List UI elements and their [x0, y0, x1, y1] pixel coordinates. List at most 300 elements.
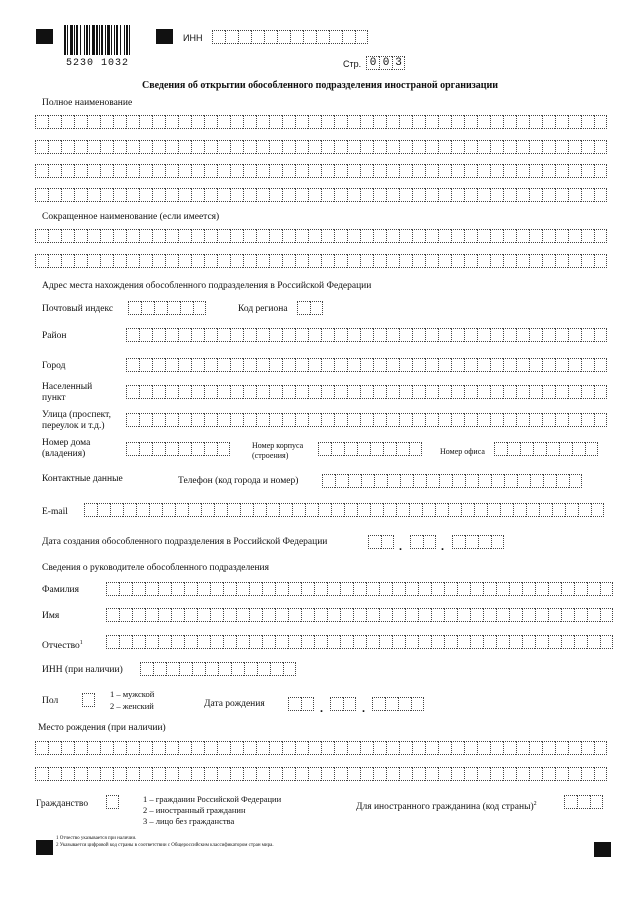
entry-cell[interactable]: [314, 635, 327, 649]
entry-cell[interactable]: [360, 413, 373, 427]
entry-cell[interactable]: [204, 413, 217, 427]
entry-cell[interactable]: [490, 115, 503, 129]
entry-cell[interactable]: [217, 229, 230, 243]
entry-cell[interactable]: [361, 474, 374, 488]
entry-cell[interactable]: [230, 328, 243, 342]
entry-cell[interactable]: [308, 115, 321, 129]
entry-cell[interactable]: [373, 767, 386, 781]
entry-cell[interactable]: [113, 164, 126, 178]
entry-cell[interactable]: [503, 254, 516, 268]
entry-cell[interactable]: [594, 254, 607, 268]
entry-cell[interactable]: [555, 358, 568, 372]
entry-cell[interactable]: [373, 741, 386, 755]
entry-cell[interactable]: [243, 413, 256, 427]
entry-cell[interactable]: [217, 358, 230, 372]
entry-cell[interactable]: [366, 635, 379, 649]
entry-cell[interactable]: [230, 164, 243, 178]
entry-cell[interactable]: [218, 662, 231, 676]
entry-cell[interactable]: [152, 164, 165, 178]
entry-cell[interactable]: [87, 115, 100, 129]
entry-cell[interactable]: [405, 608, 418, 622]
entry-cell[interactable]: [483, 635, 496, 649]
entry-cell[interactable]: [145, 608, 158, 622]
entry-cell[interactable]: [422, 503, 435, 517]
entry-cell[interactable]: [412, 328, 425, 342]
entry-cell[interactable]: [243, 115, 256, 129]
entry-cell[interactable]: [204, 741, 217, 755]
entry-cell[interactable]: [520, 442, 533, 456]
entry-cell[interactable]: [269, 229, 282, 243]
entry-cell[interactable]: [451, 358, 464, 372]
entry-cell[interactable]: [451, 188, 464, 202]
entry-cell[interactable]: [165, 140, 178, 154]
entry-cell[interactable]: [509, 608, 522, 622]
entry-cell[interactable]: [217, 413, 230, 427]
entry-cell[interactable]: [301, 608, 314, 622]
entry-cell[interactable]: [386, 413, 399, 427]
entry-cell[interactable]: [204, 767, 217, 781]
entry-cell[interactable]: [113, 767, 126, 781]
entry-cell[interactable]: [568, 254, 581, 268]
entry-cell[interactable]: [574, 582, 587, 596]
entry-cell[interactable]: [210, 635, 223, 649]
entry-cell[interactable]: [529, 358, 542, 372]
entry-cell[interactable]: [282, 188, 295, 202]
entry-cell[interactable]: [217, 188, 230, 202]
entry-cell[interactable]: [448, 503, 461, 517]
entry-cell[interactable]: [474, 503, 487, 517]
entry-cell[interactable]: [412, 229, 425, 243]
entry-cell[interactable]: [490, 254, 503, 268]
entry-cell[interactable]: [243, 229, 256, 243]
entry-cell[interactable]: [184, 635, 197, 649]
entry-cell[interactable]: [452, 535, 465, 549]
entry-cell[interactable]: [178, 767, 191, 781]
entry-cell[interactable]: [256, 358, 269, 372]
entry-cell[interactable]: [334, 358, 347, 372]
entry-cell[interactable]: [503, 164, 516, 178]
entry-cell[interactable]: [340, 608, 353, 622]
entry-cell[interactable]: [386, 115, 399, 129]
entry-cell[interactable]: [587, 635, 600, 649]
entry-cell[interactable]: [166, 662, 179, 676]
entry-cell[interactable]: [308, 140, 321, 154]
entry-cell[interactable]: [490, 413, 503, 427]
entry-cell[interactable]: [262, 582, 275, 596]
entry-cell[interactable]: [412, 767, 425, 781]
entry-cell[interactable]: [559, 442, 572, 456]
entry-cell[interactable]: [217, 115, 230, 129]
entry-cell[interactable]: [193, 301, 206, 315]
entry-cell[interactable]: [204, 328, 217, 342]
entry-cell[interactable]: [165, 254, 178, 268]
entry-cell[interactable]: [533, 442, 546, 456]
entry-cell[interactable]: [516, 164, 529, 178]
entry-cell[interactable]: [165, 385, 178, 399]
entry-cell[interactable]: [282, 140, 295, 154]
entry-cell[interactable]: [321, 358, 334, 372]
entry-cell[interactable]: [100, 767, 113, 781]
entry-cell[interactable]: [347, 328, 360, 342]
entry-cell[interactable]: [594, 385, 607, 399]
entry-cell[interactable]: [399, 413, 412, 427]
entry-cell[interactable]: [35, 164, 48, 178]
entry-cell[interactable]: [113, 115, 126, 129]
entry-cell[interactable]: [594, 164, 607, 178]
entry-cell[interactable]: [106, 795, 119, 809]
entry-cell[interactable]: [399, 741, 412, 755]
entry-cell[interactable]: [334, 741, 347, 755]
entry-cell[interactable]: [431, 635, 444, 649]
entry-cell[interactable]: [256, 115, 269, 129]
entry-cell[interactable]: [529, 115, 542, 129]
entry-cell[interactable]: [256, 328, 269, 342]
entry-cell[interactable]: [425, 140, 438, 154]
entry-cell[interactable]: [310, 301, 323, 315]
entry-cell[interactable]: [230, 229, 243, 243]
entry-cell[interactable]: [426, 474, 439, 488]
entry-cell[interactable]: [457, 635, 470, 649]
entry-cell[interactable]: [204, 140, 217, 154]
entry-cell[interactable]: [126, 741, 139, 755]
entry-cell[interactable]: [431, 608, 444, 622]
entry-cell[interactable]: [152, 442, 165, 456]
entry-cell[interactable]: [494, 442, 507, 456]
entry-cell[interactable]: [444, 635, 457, 649]
entry-cell[interactable]: [334, 140, 347, 154]
entry-cell[interactable]: [470, 608, 483, 622]
entry-cell[interactable]: [478, 474, 491, 488]
entry-cell[interactable]: [477, 767, 490, 781]
entry-cell[interactable]: [438, 767, 451, 781]
entry-cell[interactable]: [452, 474, 465, 488]
entry-cell[interactable]: [360, 767, 373, 781]
entry-cell[interactable]: [192, 662, 205, 676]
entry-cell[interactable]: [61, 767, 74, 781]
entry-cell[interactable]: [217, 164, 230, 178]
entry-cell[interactable]: [87, 254, 100, 268]
entry-cell[interactable]: [405, 582, 418, 596]
entry-cell[interactable]: [140, 662, 153, 676]
entry-cell[interactable]: [438, 254, 451, 268]
entry-cell[interactable]: [477, 385, 490, 399]
entry-cell[interactable]: [444, 608, 457, 622]
entry-cell[interactable]: [542, 254, 555, 268]
entry-cell[interactable]: [126, 767, 139, 781]
locality-cells[interactable]: [126, 385, 607, 399]
entry-cell[interactable]: [139, 140, 152, 154]
entry-cell[interactable]: [438, 115, 451, 129]
entry-cell[interactable]: [139, 385, 152, 399]
entry-cell[interactable]: [290, 30, 303, 44]
entry-cell[interactable]: [139, 741, 152, 755]
entry-cell[interactable]: [178, 140, 191, 154]
entry-cell[interactable]: [295, 385, 308, 399]
entry-cell[interactable]: [295, 115, 308, 129]
entry-cell[interactable]: [321, 328, 334, 342]
entry-cell[interactable]: [373, 254, 386, 268]
entry-cell[interactable]: [464, 741, 477, 755]
entry-cell[interactable]: [334, 254, 347, 268]
entry-cell[interactable]: [360, 140, 373, 154]
birth-place-row[interactable]: [35, 741, 607, 755]
entry-cell[interactable]: [204, 254, 217, 268]
entry-cell[interactable]: [225, 30, 238, 44]
entry-cell[interactable]: [543, 474, 556, 488]
entry-cell[interactable]: [568, 328, 581, 342]
entry-cell[interactable]: [269, 254, 282, 268]
entry-cell[interactable]: [210, 582, 223, 596]
entry-cell[interactable]: [516, 115, 529, 129]
entry-cell[interactable]: [178, 358, 191, 372]
entry-cell[interactable]: [74, 164, 87, 178]
entry-cell[interactable]: [204, 442, 217, 456]
entry-cell[interactable]: [503, 413, 516, 427]
entry-cell[interactable]: [282, 413, 295, 427]
entry-cell[interactable]: [288, 582, 301, 596]
entry-cell[interactable]: [97, 503, 110, 517]
entry-cell[interactable]: [321, 188, 334, 202]
entry-cell[interactable]: [249, 582, 262, 596]
entry-cell[interactable]: [223, 582, 236, 596]
entry-cell[interactable]: [295, 767, 308, 781]
entry-cell[interactable]: [152, 741, 165, 755]
entry-cell[interactable]: [542, 115, 555, 129]
creation-date-year[interactable]: [452, 535, 504, 549]
entry-cell[interactable]: [438, 385, 451, 399]
entry-cell[interactable]: [379, 582, 392, 596]
entry-cell[interactable]: [132, 582, 145, 596]
entry-cell[interactable]: [74, 254, 87, 268]
entry-cell[interactable]: [542, 164, 555, 178]
entry-cell[interactable]: [256, 413, 269, 427]
entry-cell[interactable]: [100, 164, 113, 178]
patronymic-cells[interactable]: [106, 635, 613, 649]
entry-cell[interactable]: [568, 767, 581, 781]
entry-cell[interactable]: [318, 503, 331, 517]
entry-cell[interactable]: [386, 358, 399, 372]
birth-date-month[interactable]: [330, 697, 356, 711]
entry-cell[interactable]: [191, 358, 204, 372]
country-code-cells[interactable]: [564, 795, 603, 809]
entry-cell[interactable]: [230, 115, 243, 129]
entry-cell[interactable]: [470, 635, 483, 649]
entry-cell[interactable]: [230, 767, 243, 781]
entry-cell[interactable]: [308, 741, 321, 755]
entry-cell[interactable]: [126, 385, 139, 399]
entry-cell[interactable]: [334, 767, 347, 781]
entry-cell[interactable]: [411, 697, 424, 711]
entry-cell[interactable]: [262, 635, 275, 649]
entry-cell[interactable]: [600, 582, 613, 596]
entry-cell[interactable]: [61, 741, 74, 755]
entry-cell[interactable]: [126, 442, 139, 456]
entry-cell[interactable]: [264, 30, 277, 44]
entry-cell[interactable]: [230, 188, 243, 202]
entry-cell[interactable]: [327, 582, 340, 596]
entry-cell[interactable]: [487, 503, 500, 517]
entry-cell[interactable]: [126, 358, 139, 372]
entry-cell[interactable]: [152, 254, 165, 268]
entry-cell[interactable]: [451, 229, 464, 243]
entry-cell[interactable]: [464, 413, 477, 427]
entry-cell[interactable]: [295, 229, 308, 243]
entry-cell[interactable]: [158, 608, 171, 622]
entry-cell[interactable]: [373, 115, 386, 129]
entry-cell[interactable]: [399, 328, 412, 342]
entry-cell[interactable]: [529, 413, 542, 427]
entry-cell[interactable]: [269, 188, 282, 202]
entry-cell[interactable]: [35, 140, 48, 154]
entry-cell[interactable]: [74, 188, 87, 202]
entry-cell[interactable]: [227, 503, 240, 517]
entry-cell[interactable]: [191, 328, 204, 342]
entry-cell[interactable]: [360, 115, 373, 129]
entry-cell[interactable]: [178, 254, 191, 268]
entry-cell[interactable]: [87, 140, 100, 154]
entry-cell[interactable]: [425, 413, 438, 427]
entry-cell[interactable]: [412, 413, 425, 427]
entry-cell[interactable]: [253, 503, 266, 517]
entry-cell[interactable]: [347, 358, 360, 372]
entry-cell[interactable]: [188, 503, 201, 517]
entry-cell[interactable]: [386, 188, 399, 202]
entry-cell[interactable]: [344, 442, 357, 456]
entry-cell[interactable]: [243, 767, 256, 781]
entry-cell[interactable]: [275, 582, 288, 596]
entry-cell[interactable]: [581, 140, 594, 154]
entry-cell[interactable]: [552, 503, 565, 517]
entry-cell[interactable]: [331, 503, 344, 517]
entry-cell[interactable]: [74, 741, 87, 755]
entry-cell[interactable]: [308, 385, 321, 399]
entry-cell[interactable]: [412, 385, 425, 399]
entry-cell[interactable]: [383, 442, 396, 456]
entry-cell[interactable]: [249, 608, 262, 622]
entry-cell[interactable]: [574, 635, 587, 649]
entry-cell[interactable]: [360, 328, 373, 342]
entry-cell[interactable]: [282, 229, 295, 243]
entry-cell[interactable]: [503, 229, 516, 243]
entry-cell[interactable]: [594, 358, 607, 372]
entry-cell[interactable]: [48, 254, 61, 268]
house-cells[interactable]: [126, 442, 230, 456]
entry-cell[interactable]: [529, 140, 542, 154]
entry-cell[interactable]: [342, 30, 355, 44]
entry-cell[interactable]: [132, 608, 145, 622]
entry-cell[interactable]: [316, 30, 329, 44]
entry-cell[interactable]: [409, 503, 422, 517]
entry-cell[interactable]: [347, 741, 360, 755]
entry-cell[interactable]: [425, 385, 438, 399]
head-inn-cells[interactable]: [140, 662, 296, 676]
entry-cell[interactable]: [373, 188, 386, 202]
entry-cell[interactable]: [594, 413, 607, 427]
entry-cell[interactable]: [154, 301, 167, 315]
entry-cell[interactable]: [236, 635, 249, 649]
region-code-cells[interactable]: [297, 301, 323, 315]
entry-cell[interactable]: [477, 164, 490, 178]
entry-cell[interactable]: [548, 635, 561, 649]
entry-cell[interactable]: [555, 767, 568, 781]
entry-cell[interactable]: [357, 503, 370, 517]
entry-cell[interactable]: [217, 254, 230, 268]
entry-cell[interactable]: [464, 188, 477, 202]
entry-cell[interactable]: [438, 140, 451, 154]
short-name-row[interactable]: [35, 254, 607, 268]
entry-cell[interactable]: [503, 115, 516, 129]
entry-cell[interactable]: [275, 608, 288, 622]
entry-cell[interactable]: [600, 635, 613, 649]
entry-cell[interactable]: [477, 254, 490, 268]
entry-cell[interactable]: [165, 442, 178, 456]
entry-cell[interactable]: [444, 582, 457, 596]
entry-cell[interactable]: [516, 767, 529, 781]
entry-cell[interactable]: [451, 413, 464, 427]
entry-cell[interactable]: [587, 608, 600, 622]
entry-cell[interactable]: [217, 328, 230, 342]
entry-cell[interactable]: [48, 188, 61, 202]
entry-cell[interactable]: [48, 229, 61, 243]
entry-cell[interactable]: [373, 140, 386, 154]
entry-cell[interactable]: [152, 767, 165, 781]
entry-cell[interactable]: [334, 115, 347, 129]
entry-cell[interactable]: [126, 164, 139, 178]
entry-cell[interactable]: [100, 229, 113, 243]
entry-cell[interactable]: [399, 358, 412, 372]
entry-cell[interactable]: [126, 413, 139, 427]
entry-cell[interactable]: [314, 582, 327, 596]
entry-cell[interactable]: [418, 608, 431, 622]
entry-cell[interactable]: [410, 535, 423, 549]
entry-cell[interactable]: [301, 635, 314, 649]
entry-cell[interactable]: [152, 358, 165, 372]
entry-cell[interactable]: [542, 741, 555, 755]
entry-cell[interactable]: [555, 413, 568, 427]
entry-cell[interactable]: [477, 188, 490, 202]
entry-cell[interactable]: [243, 164, 256, 178]
entry-cell[interactable]: [370, 442, 383, 456]
entry-cell[interactable]: [600, 608, 613, 622]
entry-cell[interactable]: [418, 635, 431, 649]
entry-cell[interactable]: [425, 767, 438, 781]
entry-cell[interactable]: [61, 140, 74, 154]
entry-cell[interactable]: [542, 328, 555, 342]
entry-cell[interactable]: [178, 188, 191, 202]
entry-cell[interactable]: [165, 164, 178, 178]
entry-cell[interactable]: [556, 474, 569, 488]
entry-cell[interactable]: [35, 767, 48, 781]
entry-cell[interactable]: [340, 635, 353, 649]
entry-cell[interactable]: [465, 535, 478, 549]
entry-cell[interactable]: [370, 503, 383, 517]
entry-cell[interactable]: [555, 115, 568, 129]
entry-cell[interactable]: [201, 503, 214, 517]
entry-cell[interactable]: [542, 413, 555, 427]
entry-cell[interactable]: [590, 795, 603, 809]
entry-cell[interactable]: [329, 30, 342, 44]
entry-cell[interactable]: [334, 164, 347, 178]
entry-cell[interactable]: [295, 741, 308, 755]
entry-cell[interactable]: [464, 767, 477, 781]
entry-cell[interactable]: [399, 229, 412, 243]
entry-cell[interactable]: [451, 254, 464, 268]
entry-cell[interactable]: [594, 741, 607, 755]
entry-cell[interactable]: [126, 115, 139, 129]
entry-cell[interactable]: [100, 741, 113, 755]
entry-cell[interactable]: [372, 697, 385, 711]
entry-cell[interactable]: [48, 115, 61, 129]
